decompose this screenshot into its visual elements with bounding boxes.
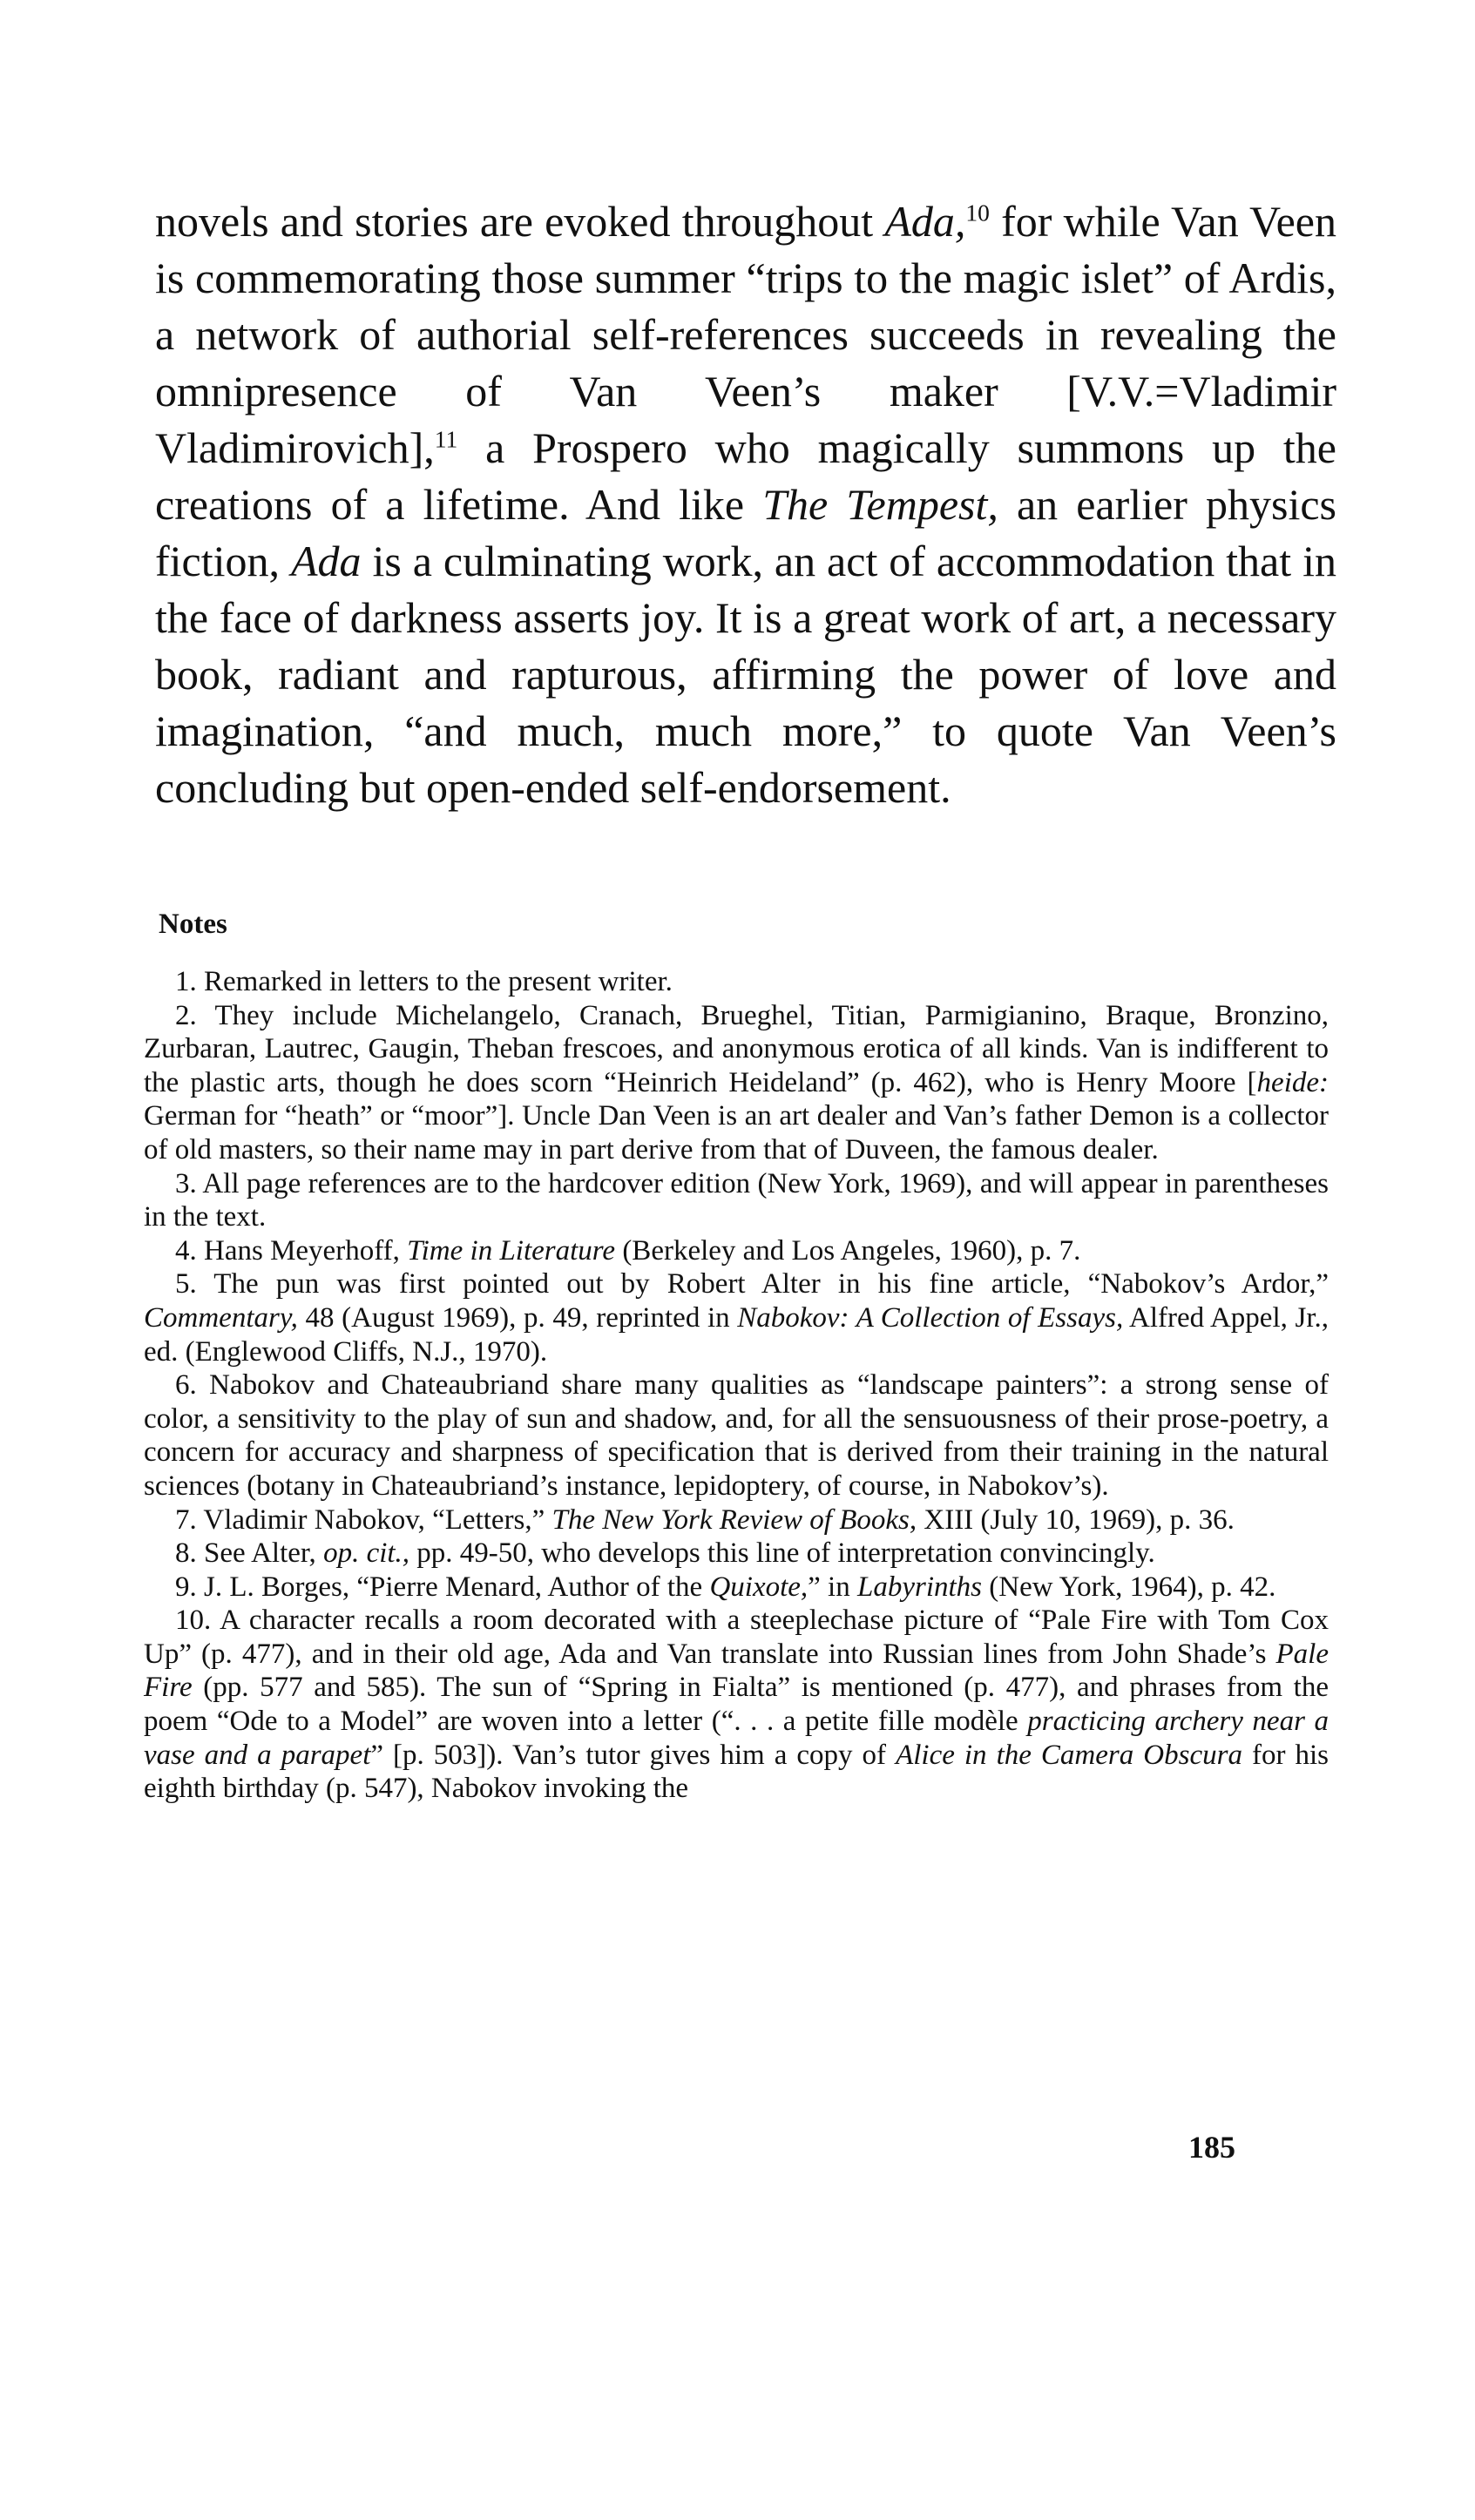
note-italic: Quixote, [709, 1571, 809, 1603]
note-text: (pp. 577 and 585). The sun of “Spring in Fialta” is mentioned (p. 477), and phrases from the poem “Ode to a Model” are woven into a letter (“. . . a petite fille modèle [144, 1672, 1329, 1738]
note-3 [144, 1167, 1329, 1234]
note-text: for his eighth birthday (p. 547), Nabokov invoking the [144, 1739, 1329, 1805]
note-text: 2. They include Michelangelo, Cranach, Brueghel, Titian, Parmigianino, Braque, Bronzino, Zurbaran, Lautrec, Gaugin, Theban frescoes, and anonymous erotica of all kinds. Van is indifferent to the plastic arts, though he does scorn “Heinrich Heideland” (p. 462), who is Henry Moore [ [144, 999, 1329, 1098]
text-run: novels and stories are evoked throughout [155, 197, 885, 246]
notes-heading: Notes [159, 909, 227, 940]
italic-title: Ada [290, 537, 362, 585]
note-9 [144, 1571, 1329, 1605]
note-text: 4. Hans Meyerhoff, [175, 1234, 408, 1267]
page-number: 185 [1188, 2130, 1235, 2165]
note-text: ” in [808, 1571, 857, 1603]
note-8 [144, 1537, 1329, 1571]
italic-title: Ada, [884, 197, 966, 246]
note-text: XIII (July 10, 1969), p. 36. [917, 1503, 1235, 1536]
note-italic: Pale Fire [144, 1638, 1329, 1704]
note-text: 3. All page references are to the hardcover edition (New York, 1969), and will appear in parentheses in the text. [144, 1167, 1329, 1233]
note-text: 48 (August 1969), p. 49, reprinted in [297, 1301, 738, 1334]
note-text: 5. The pun was first pointed out by Robert Alter in his fine article, “Nabokov’s Ardor,” [175, 1268, 1329, 1301]
note-italic: Alice in the Camera Obscura [896, 1739, 1242, 1771]
text-run: for while Van Veen is commemorating those summer “trips to the magic islet” of Ardis, a network of authorial self-references succeeds in revealing the omnipresence of Van Veen’s maker [V.V.=Vladimir Vladimirovich], [155, 197, 1336, 472]
note-text: 7. Vladimir Nabokov, “Letters,” [175, 1503, 552, 1536]
note-italic: Labyrinths [856, 1571, 983, 1603]
note-italic: practicing archery near a vase and a parapet [144, 1706, 1329, 1771]
text-run: an earlier physics fiction, [155, 480, 1336, 585]
note-1 [144, 965, 1329, 999]
note-7 [144, 1503, 1329, 1537]
note-text: 9. J. L. Borges, “Pierre Menard, Author of the [175, 1571, 710, 1603]
italic-title: The Tempest, [762, 480, 998, 529]
text-run: a Prospero who magically summons up the creations of a lifetime. And like [155, 423, 1336, 529]
footnote-ref: 10 [965, 199, 990, 226]
note-text: German for “heath” or “moor”]. Uncle Dan Veen is an art dealer and Van’s father Demon is a collector of old masters, so their name may in part derive from that of Duveen, the famous dealer. [144, 1100, 1329, 1165]
note-italic: The New York Review of Books, [551, 1503, 917, 1536]
note-text: 10. A character recalls a room decorated with a steeplechase picture of “Pale Fire with Tom Cox Up” (p. 477), and in their old age, Ada and Van translate into Russian lines from John Shade’s [144, 1605, 1329, 1670]
note-text: ” [p. 503]). Van’s tutor gives him a copy of [370, 1739, 897, 1771]
note-italic: Commentary, [144, 1301, 298, 1334]
note-text: pp. 49-50, who develops this line of interpretation convincingly. [409, 1537, 1155, 1570]
note-text: 1. Remarked in letters to the present writer. [175, 966, 673, 997]
note-text: 6. Nabokov and Chateaubriand share many qualities as “landscape painters”: a strong sense of color, a sensitivity to the play of sun and shadow, and, for all the sensuousness of their prose-poetry, a concern for accuracy and sharpness of specification that is derived from their training in the natural sciences (botany in Chateaubriand’s instance, lepidoptery, of course, in Nabokov’s). [144, 1369, 1329, 1502]
note-italic: heide: [1256, 1066, 1329, 1098]
footnote-ref: 11 [434, 425, 458, 453]
note-italic: op. cit., [323, 1537, 410, 1570]
notes-list [144, 965, 1329, 1806]
note-4 [144, 1234, 1329, 1268]
note-text: 8. See Alter, [175, 1537, 324, 1570]
note-text: (New York, 1964), p. 42. [982, 1571, 1276, 1603]
note-italic: Nabokov: A Collection of Essays, [737, 1301, 1124, 1334]
note-2 [144, 999, 1329, 1167]
body-paragraph [155, 193, 1336, 816]
paragraph-text [155, 193, 1336, 816]
note-text: (Berkeley and Los Angeles, 1960), p. 7. [615, 1234, 1081, 1267]
text-run: is a culminating work, an act of accommodation that in the face of darkness asserts joy. It is a great work of art, a necessary book, radiant and rapturous, affirming the power of love and imagination, “and much, much more,” to quote Van Veen’s concluding but open-ended self-endorsement. [155, 537, 1336, 812]
note-italic: Time in Literature [407, 1234, 616, 1267]
note-text: Alfred Appel, Jr., ed. (Englewood Cliffs, N.J., 1970). [144, 1301, 1329, 1368]
note-10 [144, 1604, 1329, 1806]
note-6 [144, 1368, 1329, 1503]
note-5 [144, 1267, 1329, 1368]
